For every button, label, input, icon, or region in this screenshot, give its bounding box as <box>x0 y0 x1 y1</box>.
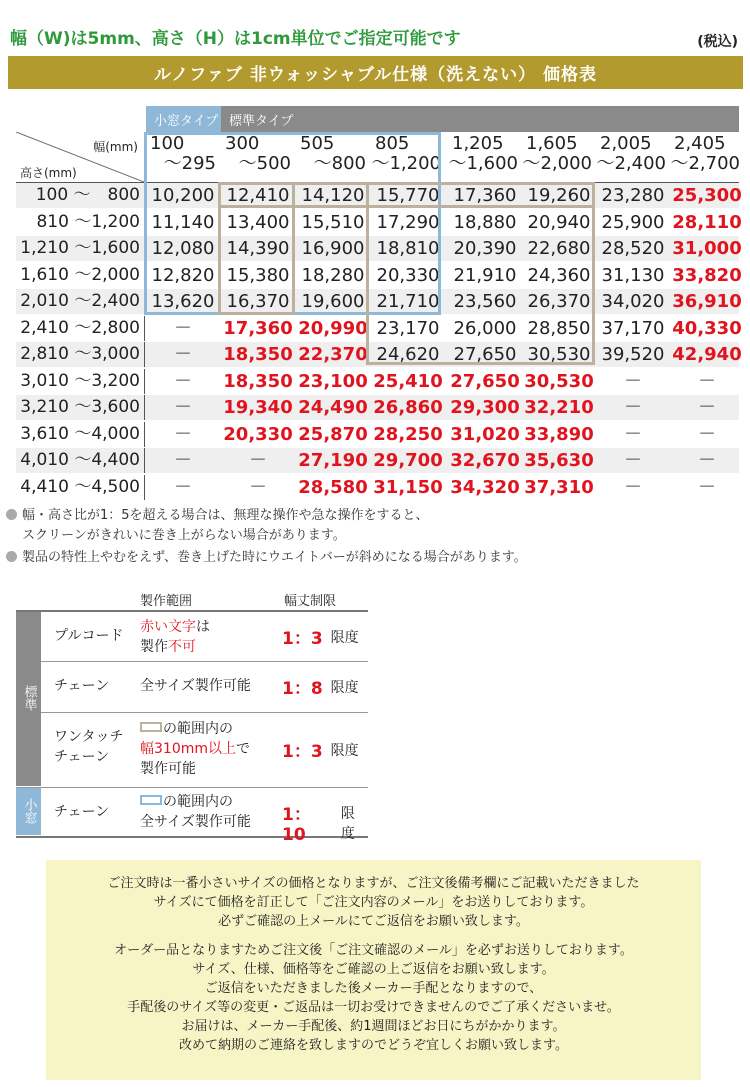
ratio-warning-note <box>6 506 429 526</box>
price-cell: 17,360 <box>453 185 517 206</box>
price-cell: 19,600 <box>301 291 365 312</box>
chain-ratio-value: 1：8 <box>282 679 323 699</box>
range-col-header: 製作範囲 <box>140 594 193 609</box>
width-min: 1,205 <box>452 133 504 154</box>
price-cell: 14,120 <box>301 185 365 206</box>
small-chain-row <box>16 787 368 845</box>
small-group-text: 小窓 <box>21 798 37 824</box>
row-separator <box>144 236 145 261</box>
ratio-suffix: 限度 <box>340 805 355 842</box>
price-cell: 18,350 <box>223 370 293 392</box>
price-row <box>16 263 742 288</box>
price-cell: 18,880 <box>453 211 517 233</box>
chain-ratio <box>282 674 359 699</box>
width-min: 2,405 <box>674 133 726 154</box>
height-range-label: 2,810 ～3,000 <box>20 344 140 364</box>
price-cell: 16,370 <box>226 291 290 312</box>
info-line: 改めて納期のご連絡を致しますのでどうぞ宜しくお願い致します。 <box>179 1038 568 1053</box>
height-range-label: 2,010 ～2,400 <box>20 291 140 311</box>
info-line: 必ずご確認の上メールにてご返信をお願い致します。 <box>218 914 529 929</box>
price-cell: 28,110 <box>672 211 742 233</box>
onetouch-name-1: ワンタッチ <box>54 729 124 745</box>
price-cell: 22,370 <box>298 344 368 365</box>
width-column-header <box>670 134 744 174</box>
price-cell: 25,300 <box>672 185 742 206</box>
price-cell: 11,140 <box>151 211 215 233</box>
onetouch-range-c: 製作可能 <box>140 761 196 777</box>
weightbar-note-text: 製品の特性上やむをえず、巻き上げた時にウエイトバーが斜めになる場合があります。 <box>22 550 527 565</box>
price-cell: 12,820 <box>151 264 215 286</box>
pullcord-range-b: 製作 <box>140 639 168 655</box>
price-row <box>16 422 739 447</box>
price-cell: 12,080 <box>151 238 215 259</box>
blue-range-swatch-icon <box>140 795 162 805</box>
price-row <box>16 475 739 500</box>
price-cell: 20,330 <box>223 423 293 445</box>
weightbar-note <box>6 548 527 568</box>
price-cell: － <box>698 397 716 418</box>
row-separator <box>144 369 145 394</box>
small-chain-range-a: の範囲内の <box>163 794 233 810</box>
pullcord-row <box>16 610 368 662</box>
standard-type-tab: 標準タイプ <box>221 106 739 132</box>
height-range-label: 100 ～ 800 <box>35 185 140 205</box>
price-cell: 42,940 <box>672 344 742 365</box>
height-range-label: 3,010 ～3,200 <box>20 370 140 391</box>
ratio-warning-line1: 幅・高さ比が1：5を超える場合は、無理な操作や急な操作をすると、 <box>22 508 429 523</box>
price-row <box>16 316 742 341</box>
price-row <box>16 395 739 420</box>
price-cell: 27,650 <box>450 370 520 392</box>
onetouch-name <box>54 727 123 767</box>
price-cell: 33,820 <box>672 264 742 286</box>
price-cell: 31,020 <box>450 423 520 445</box>
price-cell: 23,100 <box>298 370 368 392</box>
price-cell: 36,910 <box>672 291 742 312</box>
price-cell: 32,670 <box>450 450 520 471</box>
chain-range: 全サイズ製作可能 <box>140 678 251 694</box>
small-window-tab: 小窓タイプ <box>146 106 221 132</box>
price-cell: － <box>624 423 642 445</box>
price-cell: － <box>174 344 192 365</box>
price-cell: 26,860 <box>373 397 443 418</box>
row-separator <box>144 316 145 341</box>
price-cell: 29,700 <box>373 450 443 471</box>
price-cell: 24,620 <box>376 344 440 365</box>
standard-group-text: 標準 <box>21 685 37 711</box>
price-cell: 26,000 <box>453 317 517 339</box>
row-separator <box>144 395 145 420</box>
price-cell: 17,290 <box>376 211 440 233</box>
price-cell: 21,710 <box>376 291 440 312</box>
price-cell: 30,530 <box>527 344 591 365</box>
row-separator <box>144 475 145 500</box>
onetouch-ratio-value: 1：3 <box>282 742 323 762</box>
header-corner <box>16 132 145 182</box>
info-paragraph-2 <box>46 931 701 1055</box>
width-max: ～1,600 <box>448 153 518 174</box>
width-column-header <box>522 134 596 174</box>
height-range-label: 3,610 ～4,000 <box>20 423 140 444</box>
price-cell: － <box>174 476 192 498</box>
price-cell: 31,130 <box>601 264 665 286</box>
price-cell: 28,580 <box>298 476 368 498</box>
price-cell: 35,630 <box>524 450 594 471</box>
price-cell: 25,870 <box>298 423 368 445</box>
height-range-label: 4,010 ～4,400 <box>20 450 140 470</box>
width-max: ～2,000 <box>522 153 592 174</box>
price-cell: 14,390 <box>226 238 290 259</box>
row-separator <box>144 289 145 314</box>
price-cell: － <box>698 476 716 498</box>
price-cell: 16,900 <box>301 238 365 259</box>
small-chain-ratio-value: 1：10 <box>282 805 311 845</box>
info-line: サイズにて価格を訂正して「ご注文内容のメール」をお送りしております。 <box>153 895 594 910</box>
height-range-label: 1,210 ～1,600 <box>20 238 140 258</box>
price-cell: 12,410 <box>226 185 290 206</box>
pullcord-ratio <box>282 624 359 649</box>
info-line: 手配後のサイズ等の変更・ご返品は一切お受けできませんのでご了承くださいませ。 <box>127 1000 620 1015</box>
info-line: お届けは、メーカー手配後、約1週間ほどお日にちがかかります。 <box>181 1019 566 1034</box>
price-cell: － <box>624 397 642 418</box>
price-cell: 18,810 <box>376 238 440 259</box>
price-cell: 18,350 <box>223 344 293 365</box>
not-possible-label: 不可 <box>168 639 196 655</box>
price-cell: 40,330 <box>672 317 742 339</box>
width-min: 2,005 <box>600 133 652 154</box>
row-separator <box>144 210 145 235</box>
price-cell: 30,530 <box>524 370 594 392</box>
price-row <box>16 342 742 367</box>
onetouch-range <box>140 719 250 779</box>
price-row <box>16 236 742 261</box>
row-separator <box>144 263 145 288</box>
price-cell: 20,990 <box>298 317 368 339</box>
ratio-suffix: 限度 <box>330 679 359 696</box>
price-cell: 19,260 <box>527 185 591 206</box>
pullcord-name: プルコード <box>54 628 124 644</box>
tax-included-note: (税込) <box>697 34 738 50</box>
price-row <box>16 289 742 314</box>
width-min: 805 <box>375 133 410 154</box>
price-cell: 29,300 <box>450 397 520 418</box>
small-chain-range-b: 全サイズ製作可能 <box>140 814 251 830</box>
price-cell: 13,620 <box>151 291 215 312</box>
info-line: ご返信をいただきました後メーカー手配となりますので、 <box>204 981 543 996</box>
width-column-header <box>296 134 370 174</box>
price-table-title: ルノファブ 非ウォッシャブル仕様（洗えない） 価格表 <box>8 56 743 89</box>
price-cell: 24,490 <box>298 397 368 418</box>
ratio-suffix: 限度 <box>330 629 359 646</box>
chain-row <box>41 661 368 712</box>
price-cell: － <box>698 370 716 392</box>
price-cell: 37,310 <box>524 476 594 498</box>
price-cell: 15,510 <box>301 211 365 233</box>
size-spec-note: 幅（W)は5mm、高さ（H）は1cm単位でご指定可能です <box>10 29 461 49</box>
price-cell: － <box>174 317 192 339</box>
onetouch-row <box>41 712 368 787</box>
width-max: ～500 <box>238 153 291 174</box>
width-min: 1,605 <box>526 133 578 154</box>
height-axis-label: 高さ(mm) <box>20 166 77 180</box>
info-line: サイズ、仕様、価格等をご確認の上ご返信をお願い致します。 <box>192 962 555 977</box>
row-separator <box>144 422 145 447</box>
pullcord-range <box>140 617 210 657</box>
bullet-icon <box>6 551 17 562</box>
onetouch-name-2: チェーン <box>54 749 110 765</box>
price-row <box>16 183 742 208</box>
price-cell: 34,320 <box>450 476 520 498</box>
width-column-header <box>371 134 445 174</box>
small-chain-ratio <box>282 800 368 845</box>
onetouch-range-a: の範囲内の <box>163 721 233 737</box>
price-cell: － <box>174 397 192 418</box>
tan-range-swatch-icon <box>140 722 162 732</box>
price-cell: － <box>174 370 192 392</box>
row-separator <box>144 342 145 367</box>
price-cell: 23,170 <box>376 317 440 339</box>
width-column-header <box>146 134 220 174</box>
price-cell: 31,150 <box>373 476 443 498</box>
price-cell: － <box>174 423 192 445</box>
price-cell: 21,910 <box>453 264 517 286</box>
onetouch-range-b: で <box>236 741 250 757</box>
height-range-label: 810 ～1,200 <box>36 211 140 232</box>
min-width-label: 幅310mm以上 <box>140 741 236 757</box>
ratio-suffix: 限度 <box>330 742 359 759</box>
price-cell: 23,560 <box>453 291 517 312</box>
price-cell: － <box>624 370 642 392</box>
price-cell: 20,940 <box>527 211 591 233</box>
width-axis-label: 幅(mm) <box>93 140 138 154</box>
height-range-label: 1,610 ～2,000 <box>20 264 140 285</box>
price-cell: 28,520 <box>601 238 665 259</box>
price-cell: 25,900 <box>601 211 665 233</box>
row-separator <box>144 448 145 473</box>
price-cell: 27,190 <box>298 450 368 471</box>
price-cell: 26,370 <box>527 291 591 312</box>
price-row <box>16 210 742 235</box>
price-row <box>16 448 739 473</box>
ratio-warning-line2: スクリーンがきれいに巻き上がらない場合があります。 <box>22 528 346 543</box>
order-info-box <box>46 860 701 1080</box>
price-cell: 39,520 <box>601 344 665 365</box>
bullet-icon <box>6 509 17 520</box>
price-cell: 28,250 <box>373 423 443 445</box>
price-cell: 15,770 <box>376 185 440 206</box>
price-cell: 34,020 <box>601 291 665 312</box>
width-max: ～800 <box>313 153 366 174</box>
width-max: ～295 <box>163 153 216 174</box>
price-cell: － <box>624 450 642 471</box>
price-cell: 37,170 <box>601 317 665 339</box>
ratio-col-header: 幅丈制限 <box>284 594 337 609</box>
width-max: ～2,700 <box>670 153 740 174</box>
price-cell: 27,650 <box>453 344 517 365</box>
red-text-label: 赤い文字 <box>140 619 196 635</box>
width-column-header <box>596 134 670 174</box>
onetouch-ratio <box>282 737 359 762</box>
pullcord-range-a: は <box>196 619 210 635</box>
price-cell: － <box>249 450 267 471</box>
width-min: 300 <box>225 133 260 154</box>
width-column-header <box>221 134 295 174</box>
width-column-header <box>448 134 522 174</box>
price-cell: 25,410 <box>373 370 443 392</box>
chain-name: チェーン <box>54 678 110 694</box>
price-cell: 13,400 <box>226 211 290 233</box>
price-cell: 28,850 <box>527 317 591 339</box>
height-range-label: 2,410 ～2,800 <box>20 317 140 338</box>
small-chain-range <box>140 792 251 832</box>
height-range-label: 3,210 ～3,600 <box>20 397 140 417</box>
price-cell: 17,360 <box>223 317 293 339</box>
price-cell: 10,200 <box>151 185 215 206</box>
width-max: ～2,400 <box>596 153 666 174</box>
column-header-row <box>16 132 739 183</box>
width-min: 100 <box>150 133 185 154</box>
price-cell: 20,390 <box>453 238 517 259</box>
price-cell: 31,000 <box>672 238 742 259</box>
width-max: ～1,200 <box>371 153 441 174</box>
price-cell: 18,280 <box>301 264 365 286</box>
price-row <box>16 369 739 394</box>
pullcord-ratio-value: 1：3 <box>282 629 323 649</box>
price-cell: 24,360 <box>527 264 591 286</box>
info-line: オーダー品となりますためご注文後「ご注文確認のメール」を必ずお送りしております。 <box>114 943 633 958</box>
price-cell: 22,680 <box>527 238 591 259</box>
info-line: ご注文時は一番小さいサイズの価格となりますが、ご注文後備考欄にご記載いただきました <box>107 876 640 891</box>
price-cell: 33,890 <box>524 423 594 445</box>
price-cell: 23,280 <box>601 185 665 206</box>
height-range-label: 4,410 ～4,500 <box>20 476 140 497</box>
price-cell: 19,340 <box>223 397 293 418</box>
info-paragraph-1 <box>46 860 701 931</box>
price-cell: － <box>698 423 716 445</box>
price-cell: － <box>174 450 192 471</box>
small-chain-name: チェーン <box>54 804 110 820</box>
price-cell: － <box>698 450 716 471</box>
width-min: 505 <box>300 133 335 154</box>
price-cell: － <box>624 476 642 498</box>
price-cell: 32,210 <box>524 397 594 418</box>
price-cell: 20,330 <box>376 264 440 286</box>
price-cell: － <box>249 476 267 498</box>
row-separator <box>144 183 145 208</box>
price-cell: 15,380 <box>226 264 290 286</box>
